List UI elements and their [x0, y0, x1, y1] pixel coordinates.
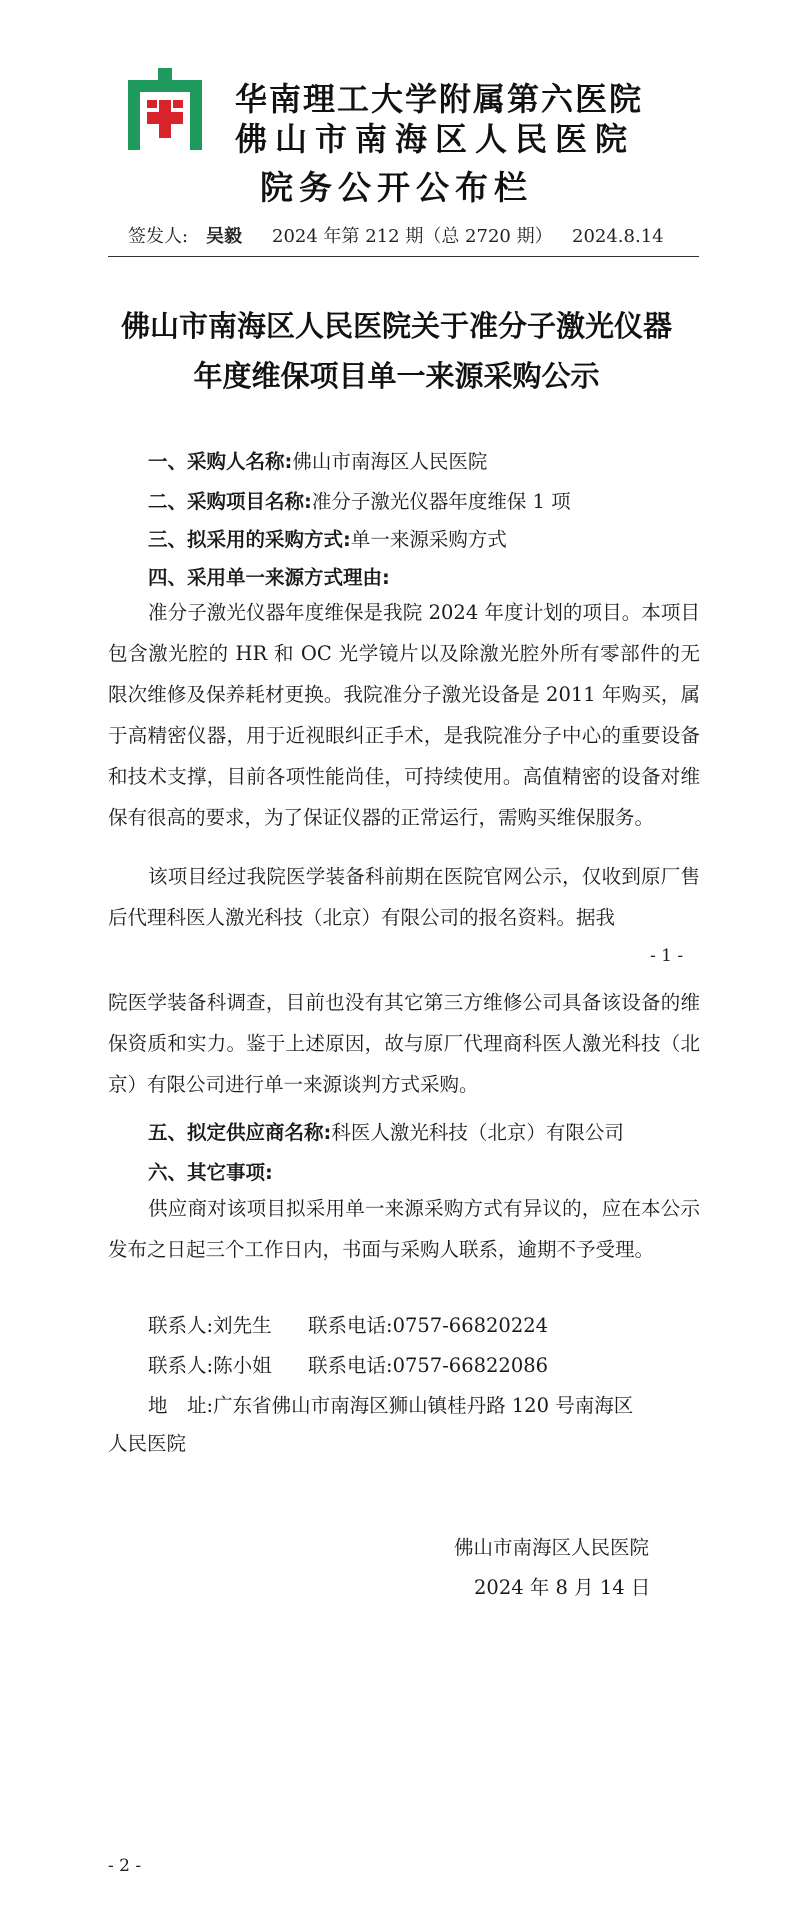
issue-date: 2024.8.14	[572, 226, 664, 247]
contact-label: 联系人:	[148, 1354, 214, 1377]
contact-phone-label: 联系电话:	[308, 1314, 393, 1337]
header-divider	[108, 256, 699, 257]
address-label: 地 址:	[148, 1394, 214, 1417]
signature-org: 佛山市南海区人民医院	[454, 1536, 650, 1559]
address-line1: 广东省佛山市南海区狮山镇桂丹路 120 号南海区	[213, 1394, 634, 1417]
document-title-line1: 佛山市南海区人民医院关于准分子激光仪器	[120, 309, 672, 343]
contact-name: 刘先生	[213, 1314, 272, 1337]
page-number-2: - 2 -	[108, 1856, 142, 1876]
section-4-paragraph-2b: 院医学装备科调查，目前也没有其它第三方维修公司具备该设备的维保资质和实力。鉴于上述原因，故与原厂代理商科医人激光科技（北京）有限公司进行单一来源谈判方式采购。	[108, 991, 700, 1096]
section-2-label: 二、采购项目名称:	[148, 490, 312, 513]
section-1	[148, 446, 487, 474]
hospital-name-line1: 华南理工大学附属第六医院	[235, 80, 644, 118]
section-3-label: 三、拟采用的采购方式:	[148, 528, 351, 551]
signer-label: 签发人:	[128, 226, 189, 247]
board-title: 院务公开公布栏	[260, 168, 533, 207]
section-1-label: 一、采购人名称:	[148, 450, 293, 473]
section-5	[148, 1117, 624, 1145]
section-4	[148, 562, 390, 590]
section-3	[148, 524, 507, 552]
document-title-line2: 年度维保项目单一来源采购公示	[193, 359, 600, 393]
hospital-logo-icon	[122, 68, 208, 150]
address-line2: 人民医院	[108, 1432, 187, 1455]
contact-row	[148, 1350, 548, 1378]
sign-line	[128, 222, 693, 248]
section-3-value: 单一来源采购方式	[350, 528, 507, 551]
page-number-1: - 1 -	[650, 946, 684, 966]
signer-name: 吴毅	[206, 226, 242, 247]
contact-row	[148, 1310, 548, 1338]
address-row	[148, 1390, 633, 1418]
section-2	[148, 486, 571, 514]
section-6-label: 六、其它事项:	[148, 1161, 273, 1184]
contact-phone: 0757-66822086	[392, 1354, 549, 1377]
section-4-paragraph-1: 准分子激光仪器年度维保是我院 2024 年度计划的项目。本项目包含激光腔的 HR 和 OC 光学镜片以及除激光腔外所有零部件的无限次维修及保养耗材更换。我院准分子激光设备是 2011 年购买，属于高精密仪器，用于近视眼纠正手术，是我院准分子中心的重要设备和技术支撑，目前各项性能尚佳，可持续使用。高值精密的设备对维保有很高的要求，为了保证仪器的正常运行，需购买维保服务。	[108, 601, 700, 829]
section-4-paragraph-2a: 该项目经过我院医学装备科前期在医院官网公示，仅收到原厂售后代理科医人激光科技（北京）有限公司的报名资料。据我	[108, 865, 700, 929]
contact-label: 联系人:	[148, 1314, 214, 1337]
contact-phone-label: 联系电话:	[308, 1354, 393, 1377]
section-6	[148, 1157, 273, 1185]
issue-number: 2024 年第 212 期（总 2720 期）	[272, 226, 553, 247]
hospital-name-line2: 佛山市南海区人民医院	[235, 120, 636, 158]
section-6-paragraph: 供应商对该项目拟采用单一来源采购方式有异议的，应在本公示发布之日起三个工作日内，书面与采购人联系，逾期不予受理。	[108, 1197, 700, 1261]
section-2-value: 准分子激光仪器年度维保 1 项	[311, 490, 571, 513]
section-1-value: 佛山市南海区人民医院	[292, 450, 488, 473]
contact-name: 陈小姐	[213, 1354, 272, 1377]
section-5-value: 科医人激光科技（北京）有限公司	[331, 1121, 624, 1144]
section-4-label: 四、采用单一来源方式理由:	[148, 566, 390, 589]
section-5-label: 五、拟定供应商名称:	[148, 1121, 332, 1144]
contact-phone: 0757-66820224	[392, 1314, 549, 1337]
signature-date: 2024 年 8 月 14 日	[474, 1576, 651, 1599]
